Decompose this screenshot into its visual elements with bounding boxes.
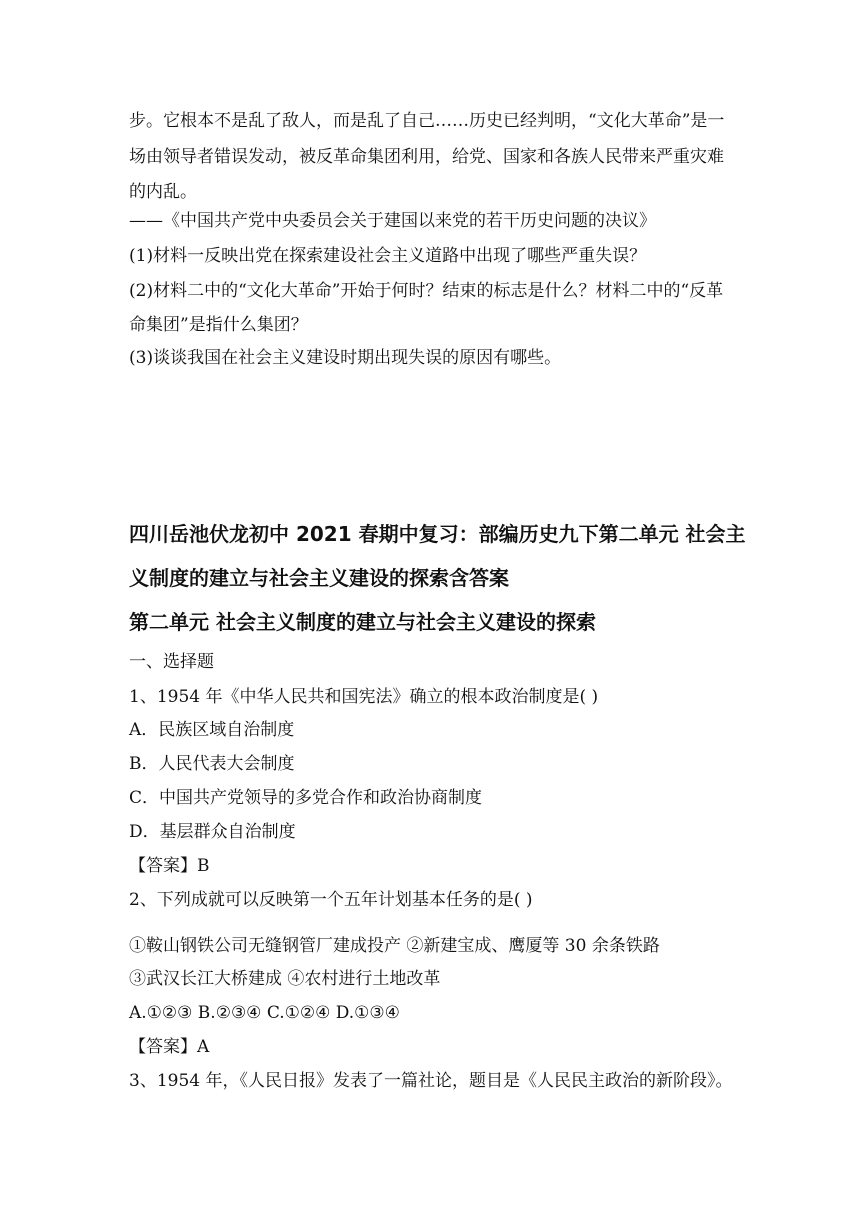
question-2-line-1: (2)材料二中的“文化大革命”开始于何时？结束的标志是什么？材料二中的“反革: [129, 281, 724, 301]
q2-choices: A.①②③ B.②③④ C.①②④ D.①③④: [129, 1003, 400, 1023]
material-text-line-3: 的内乱。: [129, 182, 197, 202]
q1-option-d: D．基层群众自治制度: [129, 822, 296, 842]
material-text-line-1: 步。它根本不是乱了敌人，而是乱了自己……历史已经判明，“文化大革命”是一: [129, 111, 725, 131]
q3-stem: 3、1954 年，《人民日报》发表了一篇社论，题目是《人民民主政治的新阶段》。: [129, 1071, 733, 1091]
question-1: (1)材料一反映出党在探索建设社会主义道路中出现了哪些严重失误？: [129, 246, 647, 266]
document-title-line-2: 义制度的建立与社会主义建设的探索含答案: [129, 566, 509, 590]
section-heading: 一、选择题: [129, 652, 214, 672]
q2-items-line-2: ③武汉长江大桥建成 ④农村进行土地改革: [129, 969, 441, 989]
q2-answer: 【答案】A: [129, 1037, 210, 1057]
q1-answer: 【答案】B: [129, 856, 210, 876]
unit-title: 第二单元 社会主义制度的建立与社会主义建设的探索: [129, 610, 596, 634]
source-citation: ——《中国共产党中央委员会关于建国以来党的若干历史问题的决议》: [129, 211, 656, 231]
q1-option-c: C．中国共产党领导的多党合作和政治协商制度: [129, 788, 483, 808]
question-2-line-2: 命集团”是指什么集团？: [129, 315, 308, 335]
material-text-line-2: 场由领导者错误发动，被反革命集团利用，给党、国家和各族人民带来严重灾难: [129, 147, 724, 167]
q2-stem: 2、下列成就可以反映第一个五年计划基本任务的是( ): [129, 890, 533, 910]
document-title-line-1: 四川岳池伏龙初中 2021 春期中复习：部编历史九下第二单元 社会主: [129, 522, 746, 546]
q2-items-line-1: ①鞍山钢铁公司无缝钢管厂建成投产 ②新建宝成、鹰厦等 30 余条铁路: [129, 936, 660, 956]
q1-stem: 1、1954 年《中华人民共和国宪法》确立的根本政治制度是( ): [129, 687, 599, 707]
q1-option-b: B．人民代表大会制度: [129, 754, 295, 774]
question-3: (3)谈谈我国在社会主义建设时期出现失误的原因有哪些。: [129, 348, 562, 368]
q1-option-a: A．民族区域自治制度: [129, 720, 295, 740]
